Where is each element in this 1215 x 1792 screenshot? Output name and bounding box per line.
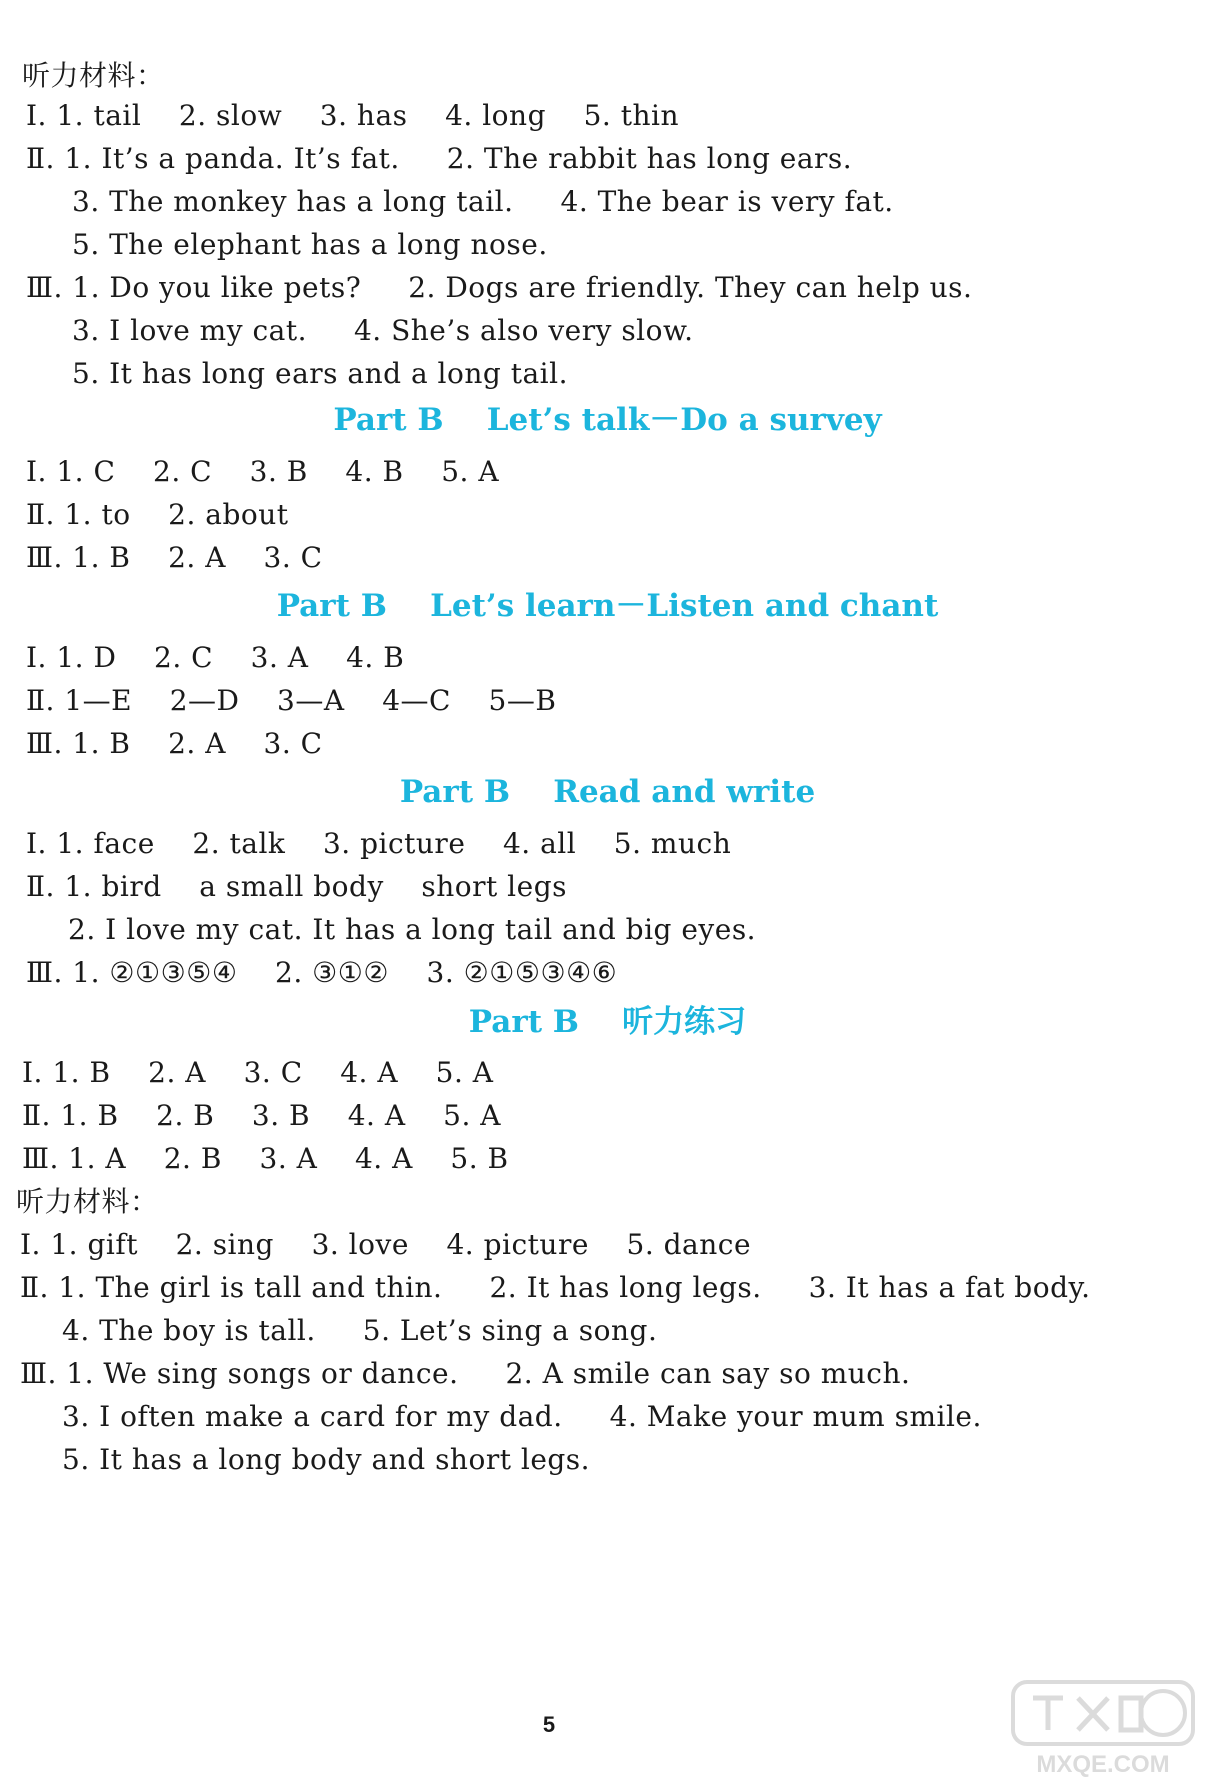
answer-line: Ⅰ. 1. D 2. C 3. A 4. B — [26, 641, 405, 674]
section-heading: Part B Let’s learn－Listen and chant — [276, 588, 939, 624]
listening-material-label: 听力材料： — [16, 1185, 159, 1218]
section-heading: Part B Let’s talk－Do a survey — [333, 402, 882, 438]
answer-line: Ⅰ. 1. gift 2. sing 3. love 4. picture 5. dance — [20, 1228, 752, 1261]
answer-line: 4. The boy is tall. 5. Let’s sing a song. — [62, 1314, 658, 1347]
answer-line: Ⅲ. 1. Do you like pets? 2. Dogs are friendly. They can help us. — [26, 271, 973, 304]
answer-line: Ⅲ. 1. A 2. B 3. A 4. A 5. B — [22, 1142, 509, 1175]
section-heading: Part B Read and write — [399, 774, 816, 810]
answer-line: Ⅱ. 1—E 2—D 3—A 4—C 5—B — [26, 684, 557, 717]
answer-line: Ⅲ. 1. We sing songs or dance. 2. A smile can say so much. — [20, 1357, 911, 1390]
answer-line: 3. I love my cat. 4. She’s also very slow. — [72, 314, 694, 347]
answer-line: Ⅰ. 1. tail 2. slow 3. has 4. long 5. thin — [26, 99, 679, 132]
answer-line: Ⅱ. 1. bird a small body short legs — [26, 870, 567, 903]
answer-line: 5. The elephant has a long nose. — [72, 228, 548, 261]
answer-line: 5. It has long ears and a long tail. — [72, 357, 568, 390]
answer-line: Ⅲ. 1. B 2. A 3. C — [26, 727, 323, 760]
answer-line: 3. I often make a card for my dad. 4. Make your mum smile. — [62, 1400, 982, 1433]
watermark-url: MXQE.COM — [1036, 1751, 1170, 1778]
section-heading: Part B 听力练习 — [468, 1004, 747, 1040]
watermark-logo — [1003, 1674, 1203, 1784]
page-number: 5 — [542, 1712, 556, 1737]
answer-line: 3. The monkey has a long tail. 4. The bear is very fat. — [72, 185, 894, 218]
answer-line: 2. I love my cat. It has a long tail and big eyes. — [68, 913, 757, 946]
answer-line: Ⅲ. 1. B 2. A 3. C — [26, 541, 323, 574]
answer-line: Ⅲ. 1. ②①③⑤④ 2. ③①② 3. ②①⑤③④⑥ — [26, 956, 618, 989]
answer-line: Ⅰ. 1. face 2. talk 3. picture 4. all 5. much — [26, 827, 732, 860]
answer-line: Ⅱ. 1. B 2. B 3. B 4. A 5. A — [22, 1099, 501, 1132]
listening-material-label: 听力材料： — [22, 59, 165, 92]
answer-line: Ⅱ. 1. It’s a panda. It’s fat. 2. The rabbit has long ears. — [26, 142, 853, 175]
answer-line: 5. It has a long body and short legs. — [62, 1443, 591, 1476]
answer-line: Ⅰ. 1. B 2. A 3. C 4. A 5. A — [22, 1056, 494, 1089]
answer-line: Ⅱ. 1. The girl is tall and thin. 2. It has long legs. 3. It has a fat body. — [20, 1271, 1091, 1304]
answer-line: Ⅱ. 1. to 2. about — [26, 498, 289, 531]
answer-line: Ⅰ. 1. C 2. C 3. B 4. B 5. A — [26, 455, 500, 488]
